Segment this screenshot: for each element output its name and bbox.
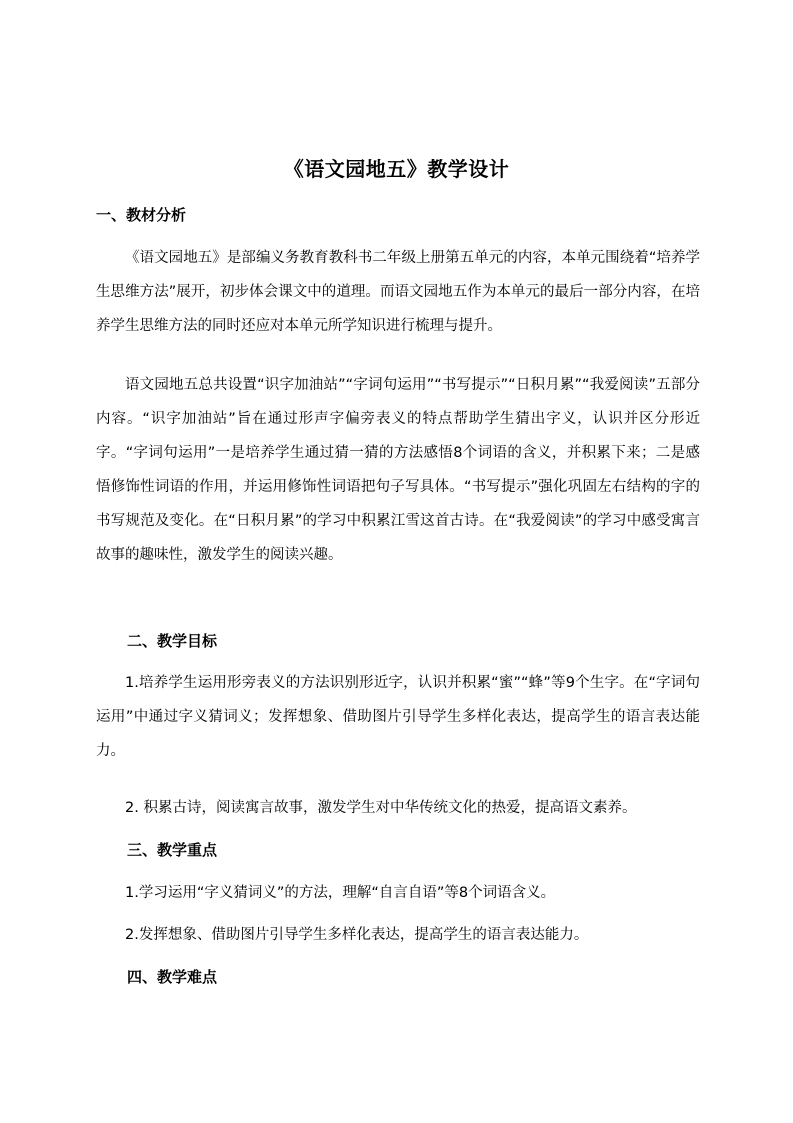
- analysis-paragraph-2: 语文园地五总共设置“识字加油站”“字词句运用”“书写提示”“日积月累”“我爱阅读”五部分内容。“识字加油站”旨在通过形声字偏旁表义的特点帮助学生猜出字义，认识并区分形近字。“字词句运用”一是培养学生通过猜一猜的方法感悟8个词语的含义，并积累下来；二是感悟修饰性词语的作用，并运用修饰性词语把句子写具体。“书写提示”强化巩固左右结构的字的书写规范及变化。在“日积月累”的学习中积累江雪这首古诗。在“我爱阅读”的学习中感受寓言故事的趣味性，激发学生的阅读兴趣。: [96, 377, 700, 563]
- section-heading-analysis: 一、教材分析: [96, 206, 187, 224]
- objective-item-1: 1.培养学生运用形旁表义的方法识别形近字，认识并积累“蜜”“蜂”等9个生字。在“字词句运用”中通过字义猜词义；发挥想象、借助图片引导学生多样化表达，提高学生的语言表达能力。: [96, 675, 700, 759]
- analysis-paragraph-1: 《语文园地五》是部编义务教育教科书二年级上册第五单元的内容，本单元围绕着“培养学生思维方法”展开，初步体会课文中的道理。而语文园地五作为本单元的最后一部分内容，在培养学生思维方法的同时还应对本单元所学知识进行梳理与提升。: [96, 250, 700, 334]
- section-heading-difficulties: 四、教学难点: [127, 968, 218, 986]
- objective-item-2: 2. 积累古诗，阅读寓言故事，激发学生对中华传统文化的热爱，提高语文素养。: [125, 800, 637, 816]
- document-title: 《语文园地五》教学设计: [283, 157, 510, 181]
- key-point-item-1: 1.学习运用“字义猜词义”的方法，理解“自言自语”等8个词语含义。: [125, 885, 556, 901]
- section-heading-objectives: 二、教学目标: [127, 632, 218, 650]
- key-point-item-2: 2.发挥想象、借助图片引导学生多样化表达，提高学生的语言表达能力。: [125, 927, 589, 943]
- section-heading-key-points: 三、教学重点: [127, 841, 218, 859]
